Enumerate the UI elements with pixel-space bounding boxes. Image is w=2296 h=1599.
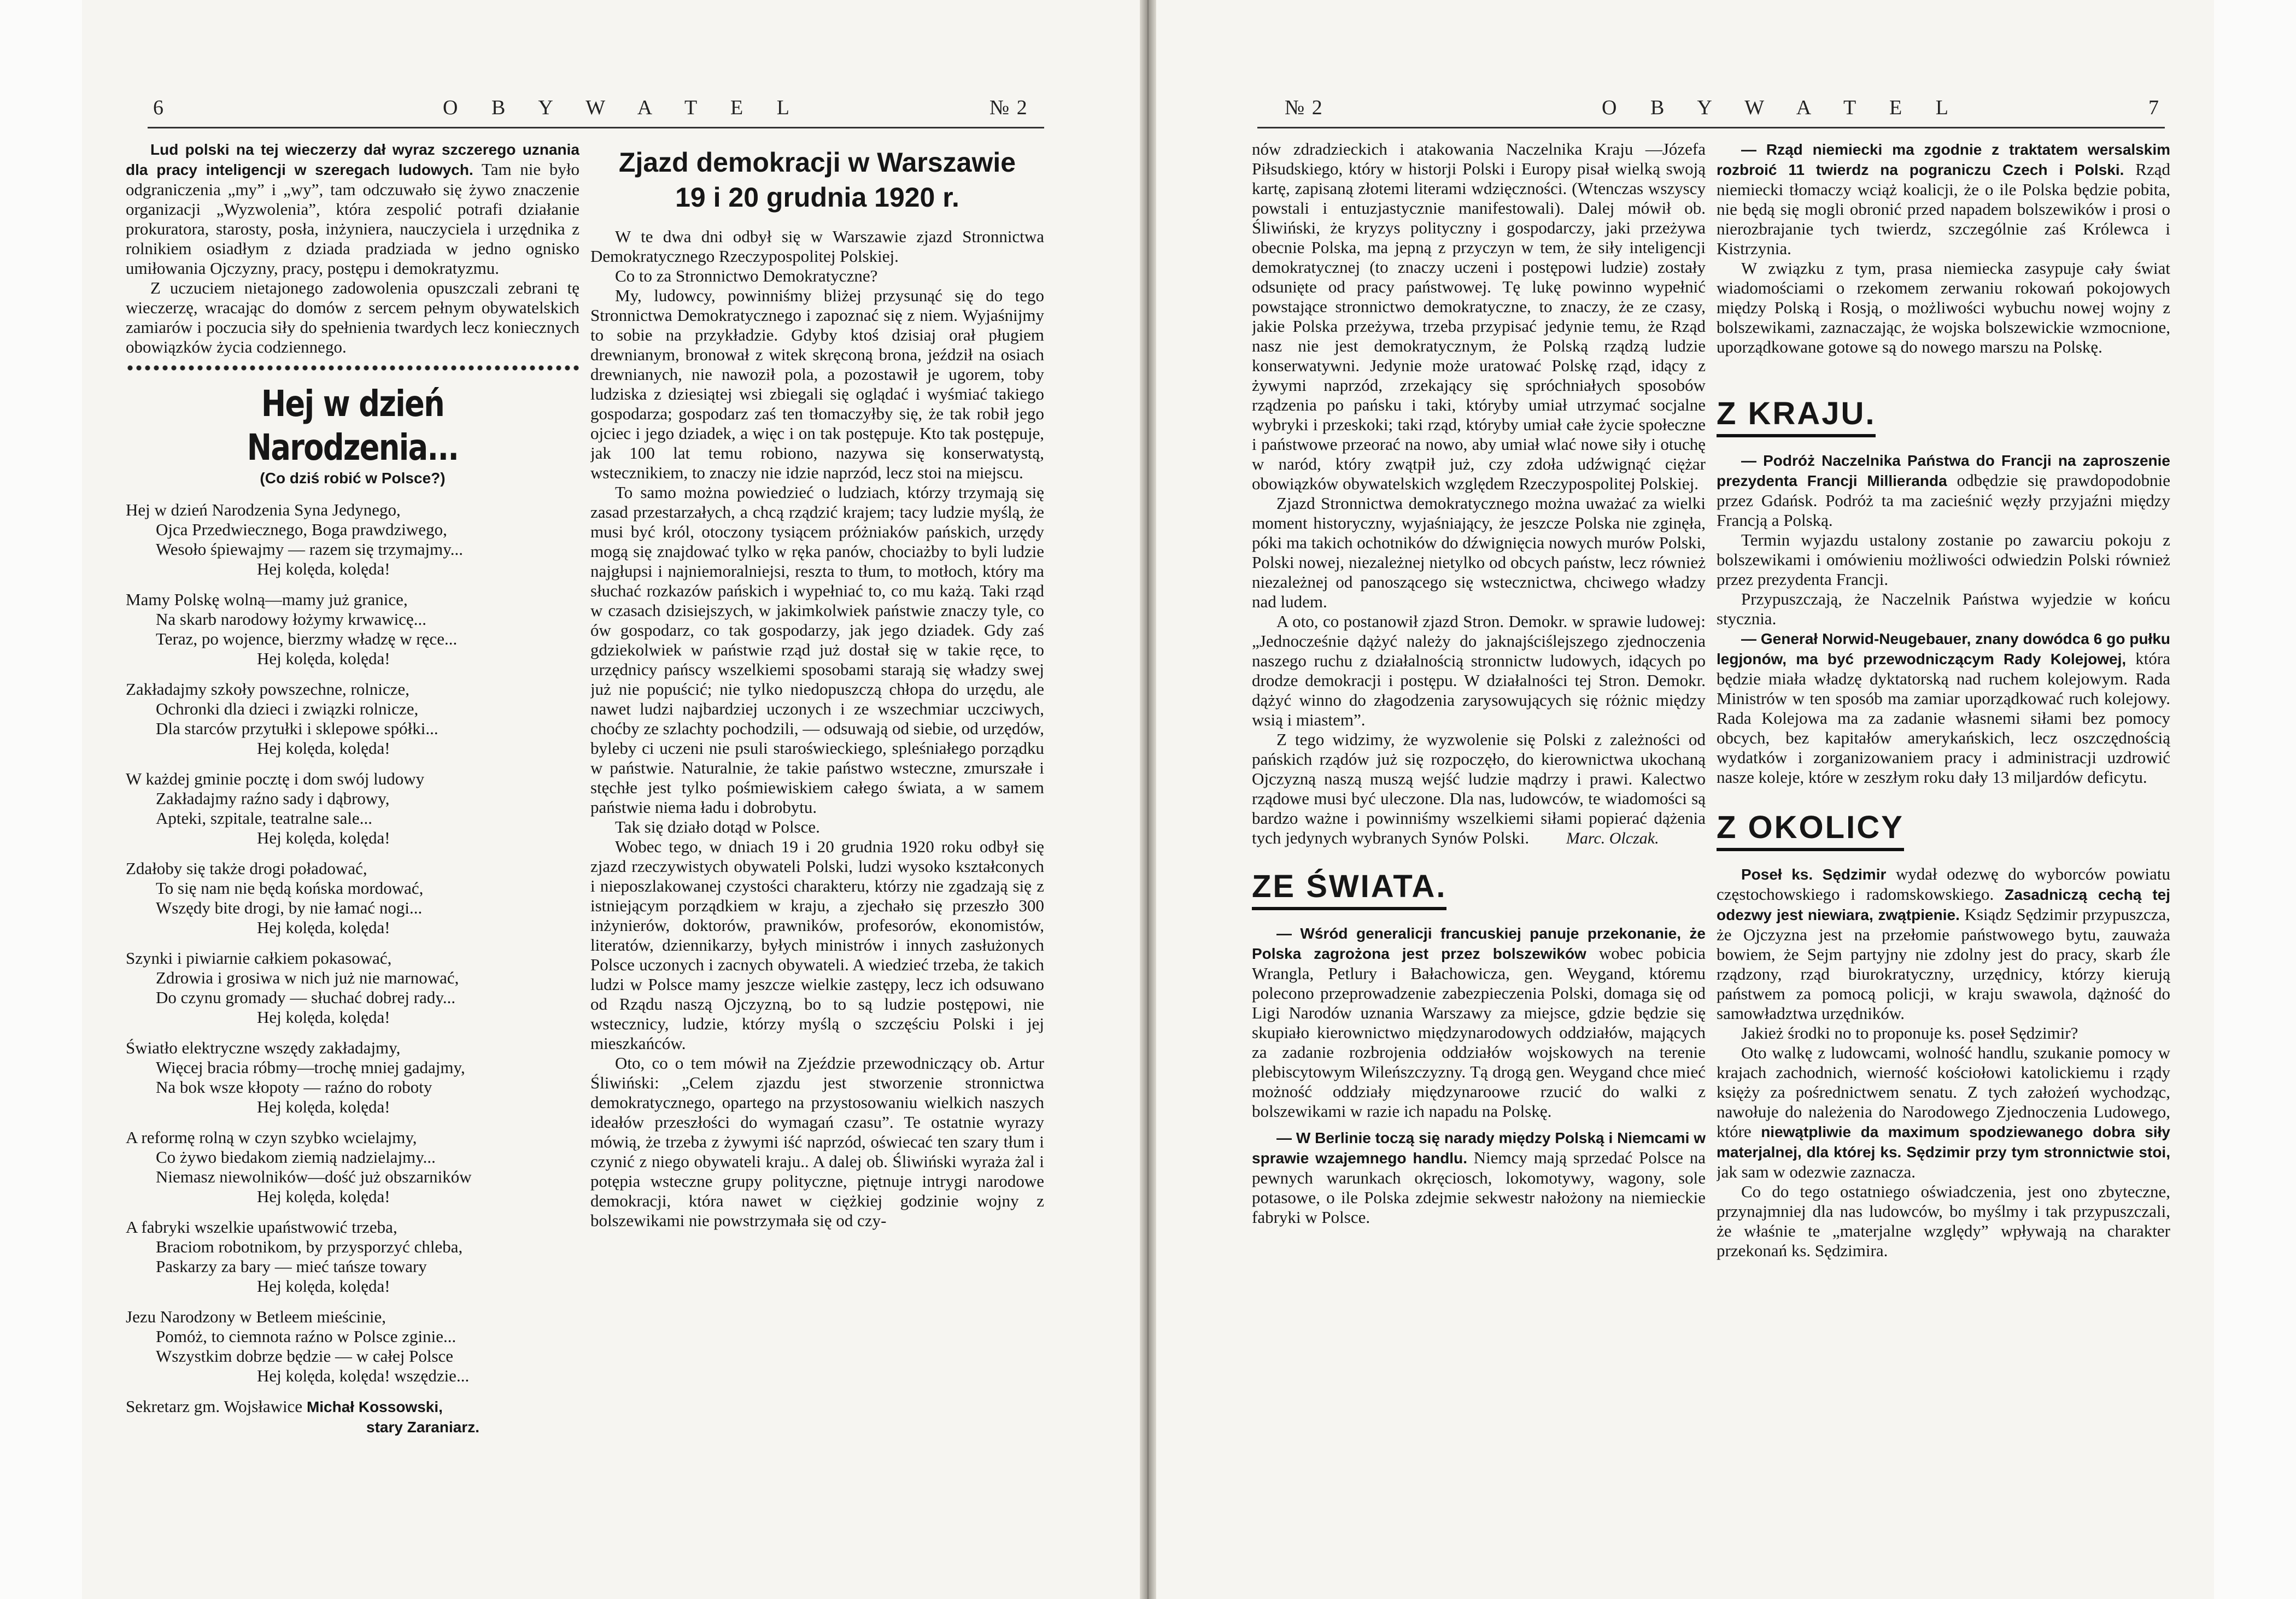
poem-line: Zakładajmy raźno sady i dąbrowy, [156,789,390,808]
area-item-3 [1717,1043,2170,1182]
congress-paragraph: Co to za Stronnictwo Demokratyczne? [615,266,878,285]
poem-refrain: Hej kolęda, kolęda! [257,649,390,668]
area-item-1 [1717,864,2170,1023]
article-supper-p1 [126,139,579,278]
poem-line: Więcej bracia róbmy—trochę mniej gadajmy, [156,1058,465,1077]
poem-stanza [126,1307,579,1386]
poem-stanza [126,769,579,848]
poem-stanza [126,500,579,579]
world-item-2-text: Niemcy mają sprzedać Polsce na pewnych warunkach okręciosch, lokomotywy, wagony, sole potasowe, o ile Polska zdejmie sekwestr nałożony na niemieckie fabryki w Polsce. [1252,1148,1706,1227]
area-item-2: Jakież środki no to proponuje ks. poseł Sędzimir? [1741,1023,2078,1042]
right-column-1 [1252,139,1706,1517]
left-header-rule [148,127,1044,128]
country-item-4-text: która będzie miała władzę dyktatorską nad ruchem kolejowym. Rada Ministrów w ten sposób ma zamiar uporządkować ruch kolejowy. Rada Kolejowa ma za zadanie własnemi siłami bez pomocy obcych, bez kapitałów amerykańskich, lecz oszczędnością wydatków i zorganizowaniem pracy i administracji uzdrowić nasze koleje, które w zeszłym roku dały 13 miljardów deficytu. [1717,649,2170,787]
poem-line: Światło elektryczne wszędy zakładajmy, [126,1038,401,1057]
poem-refrain: Hej kolęda, kolęda! [257,559,390,578]
congress-author: Marc. Olczak. [1566,829,1659,847]
right-header-rule [1257,127,2165,128]
left-issue-number: № 2 [989,96,1028,119]
left-column-1 [126,139,579,1517]
poem-stanza [126,859,579,938]
news-item-1 [1717,139,2170,259]
poem-stanza [126,1038,579,1117]
area-item-1-emphasis: Zasadniczą cechą tej odezwy jest niewiara, zwątpienie. [1717,886,2170,923]
congress-paragraph: Tak się działo dotąd w Polsce. [615,817,820,836]
area-item-4: Co do tego ostatniego oświadczenia, jest ono zbyteczne, przynajmniej dla nas ludowców, bo myślmy i tak przypuszczali, że właśnie te „materjalne względy” wpływają na charakter przekonań ks. Sędzimira. [1717,1182,2170,1260]
poem-stanza [126,1217,579,1296]
congress-article-body [590,227,1044,1231]
section-country-heading: Z KRAJU. [1717,395,1876,437]
poem-stanza [126,1128,579,1206]
poem-refrain: Hej kolęda, kolęda! [257,739,390,758]
congress-headline-line-2: 19 i 20 grudnia 1920 r. [675,182,959,213]
poem-line: Na skarb narodowy łożymy krwawicę... [156,610,426,629]
poem-line: Niemasz niewolników—dość już obszarników [156,1167,472,1186]
poem-line: Hej w dzień Narodzenia Syna Jedynego, [126,500,401,519]
news-item-1-lead: — Rząd niemiecki ma zgodnie z traktatem wersalskim rozbroić 11 twierdz na pograniczu Czech i Polski. [1717,141,2170,178]
poem-stanza [126,590,579,669]
poem-signature [126,1397,579,1417]
country-item-1-lead: — Podróż Naczelnika Państwa do Francji na zaproszenie prezydenta Francji Millieranda [1717,452,2170,489]
section-world-heading: ZE ŚWIATA. [1252,868,1446,910]
poem-refrain: Hej kolęda, kolęda! wszędzie... [257,1366,470,1385]
poem-line: Ojca Przedwiecznego, Boga prawdziwego, [156,520,447,539]
area-item-3-emphasis: niewątpliwie da maximum spodziewanego dobra siły materjalnej, dla której ks. Sędzimir przy tym stronnictwie stoi, [1717,1123,2170,1161]
right-page-masthead: O B Y W A T E L [1602,96,1963,119]
area-item-3-tail: jak sam w odezwie zaznacza. [1717,1162,1916,1181]
section-world-wrap [1252,868,1706,910]
poem-line: To się nam nie będą końska mordować, [156,878,424,898]
poem-stanza [126,948,579,1027]
country-item-2: Termin wyjazdu ustalony zostanie po zawarciu pokoju z bolszewikami i omówieniu możliwości odwiedzin Polski również przez prezydenta Francji. [1717,530,2170,589]
country-item-4-lead: — Generał Norwid-Neugebauer, znany dowódca 6 go pułku legjonów, ma być przewodniczącym Rady Kolejowej, [1717,630,2170,667]
wavy-divider [126,364,579,372]
poem-line: W każdej gminie pocztę i dom swój ludowy [126,769,425,788]
congress-paragraph: Wobec tego, w dniach 19 i 20 grudnia 1920 roku odbył się zjazd rzeczywistych obywateli Polski, ludzi wysoko kształconych i nieposzlakowanej czystości charakteru, którzy nie zgadzają się z istniejącym porządkiem w kraju, a zjechało się przeszło 300 inżynierów, doktorów, prawników, profesorów, ekonomistów, literatów, dziennikarzy, byłych ministrów i innych zasłużonych Polsce uczonych i zacnych obywateli. A wiedzieć trzeba, że takich ludzi w Polsce mamy jeszcze wielkie zastępy, lecz ich odsuwano od Rządu naszą Ojczyzną, bo to są ludzie postępowi, nie wstecznicy, ludzie, którzy myślą o szczęściu Polski i jej mieszkańców. [590,837,1044,1053]
congress-p4-text: Z tego widzimy, że wyzwolenie się Polski z zależności od pańskich rządów już się rozpoczęło, do kierownictwa ukochaną Ojczyzną naszą muszą wejść ludzie mądrzy i prawi. Kalectwo rządowe musi być uleczone. Dla nas, ludowców, te wiadomości są bardzo ważne i powinniśmy wszelkiemi siłami popierać dążenia tych jedynych wybranych Synów Polski. [1252,730,1706,847]
poem-line: Dla starców przytułki i sklepowe spółki... [156,719,438,738]
poem-line: Zdrowia i grosiwa w nich już nie marnować, [156,968,459,987]
section-area-wrap [1717,809,2170,851]
congress-paragraph: W te dwa dni odbył się w Warszawie zjazd Stronnictwa Demokratycznego Rzeczypospolitej Polskiej. [590,227,1044,266]
poem-refrain: Hej kolęda, kolęda! [257,918,390,937]
right-page-header [1252,96,2170,126]
world-item-1 [1252,923,1706,1121]
signature-role: stary Zaraniarz. [366,1419,479,1436]
signature-prefix: Sekretarz gm. Wojsławice [126,1397,303,1416]
poem-line: Ochronki dla dzieci i związki rolnicze, [156,699,419,718]
article-supper-p2: Z uczuciem nietajonego zadowolenia opuszczali zebrani tę wieczerzę, wracając do domów z sercem pełnym obywatelskich zamiarów i poczucia siły do spełnienia twardych lecz koniecznych obowiązków życia codziennego. [126,278,579,356]
poem-refrain: Hej kolęda, kolęda! [257,828,390,847]
section-country-wrap [1717,395,2170,437]
poem-refrain: Hej kolęda, kolęda! [257,1276,390,1296]
congress-paragraph: My, ludowcy, powinniśmy bliżej przysunąć się do tego Stronnictwa Demokratycznego i zapoznać się z niem. Wyjaśnijmy to sobie na przykładzie. Gdyby ktoś dzisiaj orał pługiem drewnianym, bronował z witek skręconą brona, jeździł na osiach drewnianych, nie nawoził pola, a pozostawił je ugorem, toby ludziska z dziesiątej wsi zbiegali się oglądać i wyśmiać takiego gospodarza; gospodarz zaś ten tłomaczyłby się, że tak robił jego ojciec i jego dziadek, a więc i on tak postępuje. Kto tak postępuje, jak 100 lat temu robiono, nazywa się konserwatystą, wstecznikiem, to znaczy nie idzie naprzód, lecz stoi na miejscu. [590,286,1044,482]
news-item-1-text: Rząd niemiecki tłomaczy wciąż koalicji, że o ile Polska będzie pobita, nie będą się mogli obronić przed napadem bolszewików i prosi o nierozbrajanie tych twierdz, szczególnie zaś Królewca i Kistrzynia. [1717,160,2170,258]
poem-line: Teraz, po wojence, bierzmy władzę w ręce... [156,629,458,648]
country-item-3: Przypuszczają, że Naczelnik Państwa wyjedzie w końcu stycznia. [1717,589,2170,628]
poem-line: Szynki i piwiarnie całkiem pokasować, [126,948,392,968]
world-item-2-lead: — W Berlinie toczą się narady między Polską i Niemcami w sprawie wzajemnego handlu. [1252,1129,1706,1167]
poem-signature-role [126,1417,579,1437]
world-item-1-text: wobec pobicia Wrangla, Petlury i Bałachowicza, gen. Weygand, któremu polecono przeprowadzenie zabezpieczenia Polski, domaga się od Ligi Narodów uznania Warszawy za miejsce, gdzie będzie się skupiało kierownictwo międzynarodowych oddziałów, mających za zadanie rozbrojenia oddziałów wojskowych na terenie plebiscytowym Wileńszczyzny. Tą drogą gen. Weygand chce mieć możność oddziały międzynaroowe rzucić do walki z bolszewikami w razie ich napadu na Polskę. [1252,944,1706,1121]
poem-title: Hej w dzień Narodzenia... [247,383,459,468]
poem-line: Braciom robotnikom, by przysporzyć chleba, [156,1237,463,1256]
poem-line: Na bok wsze kłopoty — raźno do roboty [156,1077,432,1097]
congress-p3: A oto, co postanowił zjazd Stron. Demokr. w sprawie ludowej: „Jednocześnie dążyć należy do jaknajściślejszego zjednoczenia naszego ruchu z działalnością stronnictw ludowych, idących po drodze demokracji i postępu. W działalności tej Stron. Demokr. dążyć winno do złagodzenia zarysowujących się różnic między wsią i miastem”. [1252,612,1706,729]
area-item-1-lead: Poseł ks. Sędzimir [1741,866,1887,883]
congress-p4 [1252,730,1706,848]
right-page-number: 7 [2148,96,2161,119]
left-page-masthead: O B Y W A T E L [443,96,804,119]
poem-line: A reformę rolną w czyn szybko wcielajmy, [126,1128,417,1147]
poem-refrain: Hej kolęda, kolęda! [257,1008,390,1027]
right-column-2 [1717,139,2170,1517]
area-item-1-text-2: Ksiądz Sędzimir przypuszcza, że Ojczyzna jest na przełomie państwowego bytu, zauważa bowiem, że Sejm partyjny nie zdolny jest do pracy, skarb źle rządzony, rząd biurokratyczny, urzędnicy, którzy kierują państwem za pomocą policji, w kraju swawola, dążność do samowładztwa urzędników. [1717,905,2170,1023]
poem-line: Apteki, szpitale, teatralne sale... [156,809,372,828]
poem-line: Mamy Polskę wolną—mamy już granice, [126,590,408,609]
area-item-3-text: Oto walkę z ludowcami, wolność handlu, szukanie pomocy w krajach zachodnich, wierność kościołowi katolickiemu i rządy księży za pośrednictwem senatu. Z tych założeń wychodząc, nawołuje do należenia do Narodowego Zjednoczenia Ludowego, które [1717,1043,2170,1141]
country-item-1 [1717,450,2170,530]
signature-name: Michał Kossowski, [306,1398,443,1415]
poem-line: Wszystkim dobrze będzie — w całej Polsce [156,1346,454,1366]
congress-headline-line-1: Zjazd demokracji w Warszawie [618,147,1016,178]
left-page-header [126,96,1044,126]
poem-subtitle: (Co dziś robić w Polsce?) [260,470,446,487]
left-page-number: 6 [153,96,166,119]
poem-line: Paskarzy za bary — mieć tańsze towary [156,1257,427,1276]
poem-line: Wszędy bite drogi, by nie łamać nogi... [156,898,423,917]
poem-refrain: Hej kolęda, kolęda! [257,1097,390,1116]
section-area-heading: Z OKOLICY [1717,809,1904,851]
left-column-2 [590,139,1044,1517]
poem-line: Zdałoby się także drogi poładować, [126,859,367,878]
poem-line: Pomóż, to ciemnota raźno w Polsce zginie... [156,1327,456,1346]
poem-body [126,500,579,1386]
country-item-4 [1717,629,2170,787]
article-supper-lead: Lud polski na tej wieczerzy dał wyraz szczerego uznania dla pracy inteligencji w szeregach ludowych. [126,141,579,178]
right-issue-number: № 2 [1285,96,1323,119]
country-item-1-text: odbędzie się prawdopodobnie przez Gdańsk. Podróż ta ma zacieśnić węzły przyjaźni między Francją a Polską. [1717,471,2170,530]
congress-continued: nów zdradzieckich i atakowania Naczelnika Kraju —Józefa Piłsudskiego, który w historji Polski i Europy pisał wielką swoją kartę, zapisaną złotemi literami wdzięczności. (Wtenczas wszyscy powstali i entuzjastycznie manifestowali). Dalej mówił ob. Śliwiński, że kryzys polityczny i gospodarczy, jaki przeżywa obecnie Polska, ma jepną z przyczyn w tem, że siły inteligencji demokratycznej (to znaczy uczeni i postępowi ludzie) zostały odsunięte od pracy państwowej. Tę lukę powinno wypełnić powstające stronnictwo demokratyczne, to znaczy, że ze czasy, jakie Polska przeżywa, trzeba przypisać jedynie temu, że Rząd nasz nie jest demokratycznym, że Polską rządzą ludzie konserwatywni. Jedynie może uratować Polskę rząd, idący z żywymi naprzód, zrzekający się spróchniałych sposobów rządzenia po pańsku i taki, któryby umiał utrzymać socjalne wybryki i przeskoki; taki rząd, któryby umiał całe życie społeczne i państwowe przeorać na nowo, aby umiał wlać nowe siły i otuchę w naród, który zwątpił już, czy zdoła udźwignąć ciężar obowiązków obywatelskich względem Rzeczypospolitej Polskiej. [1252,139,1706,493]
article-supper-text: Tam nie było odgraniczenia „my” i „wy”, tam odczuwało się żywo znaczenie organizacji „Wyzwolenia”, która zespolić potrafi działanie prokuratora, starosty, posła, inżyniera, nauczyciela i urzędnika z rolnikiem osiadłym z dziada pradziada w jedno ognisko umiłowania Ojczyzny, pracy, postępu i demokratyzmu. [126,160,579,278]
poem-refrain: Hej kolęda, kolęda! [257,1187,390,1206]
congress-p2: Zjazd Stronnictwa demokratycznego można uważać za wielki moment historyczny, wyjaśniający, że jeszcze Polska nie zginęła, póki ma takich ochotników do dźwignięcia nowych murów Polski, Polski nowej, niezależnej nietylko od obcych państw, lecz również niezależnej od panoszącego się wstecznictwa, chciwego władzy nad ludem. [1252,494,1706,611]
world-item-2 [1252,1128,1706,1227]
page-spine [1140,0,1156,1599]
news-item-2: W związku z tym, prasa niemiecka zasypuje cały świat wiadomościami o rzekomem zerwaniu rokowań pokojowych między Polską i Rosją, o możliwości wybuchu nowej wojny z bolszewikami, zaznaczając, że wojska bolszewickie wzmocnione, uporządkowane gotowe są do nowego marszu na Polskę. [1717,259,2170,356]
poem-line: Do czynu gromady — słuchać dobrej rady... [156,988,456,1007]
area-item-1-text: wydał odezwę do wyborców powiatu częstochowskiego i radomskowskiego. [1717,864,2170,904]
poem-line: Wesoło śpiewajmy — razem się trzymajmy... [156,540,463,559]
poem-stanza [126,680,579,758]
poem-line: Zakładajmy szkoły powszechne, rolnicze, [126,680,410,699]
poem-line: A fabryki wszelkie upaństwowić trzeba, [126,1217,397,1237]
poem-line: Co żywo biedakom ziemią nadzielajmy... [156,1147,436,1167]
poem-line: Jezu Narodzony w Betleem mieścinie, [126,1307,386,1326]
congress-paragraph: To samo można powiedzieć o ludziach, którzy trzymają się zasad przestarzałych, a chcą rządzić krajem; tacy ludzie myślą, że musi być król, otoczony tysiącem próżniaków pańskich, urzędy mogą się znajdować tylko w ręka panów, chociażby to byli ludzie najgłupsi i najniemoralniejsi, reszta to tłum, to motłoch, który ma słuchać rozkazów pańskich i wypełniać to, co mu każą. Taki rząd w czasach dzisiejszych, w jakimkolwiek państwie znaczy tyle, co ów gospodarz, co tak gospodarzy, jak jego dziadek. Gdy zaś gdziekolwiek w państwie rząd już dostał się w takie ręce, to urzędnicy pańscy wszelkiemi sposobami starają się władzy swej już nie popuścić; nie tylko niedopuszczą chłopa do urzędu, ale nawet ludzi najbardziej uczonych i ze wszechmiar uczciwych, choćby ze szlachty pochodzili, — odsuwają od siebie, od urzędów, byleby ci uczeni nie psuli staroświeckiego, spleśniałego porządku w państwie. Naturalnie, że takie państwo wsteczne, zmurszałe i stęchłe jest tylko pośmiewiskiem całego świata, a w samem państwie niema ładu i dobrobytu. [590,483,1044,817]
world-item-1-lead: — Wśród generalicji francuskiej panuje przekonanie, że Polska zagrożona jest przez bolszewików [1252,925,1706,962]
congress-paragraph: Oto, co o tem mówił na Zjeździe przewodniczący ob. Artur Śliwiński: „Celem zjazdu jest stworzenie stronnictwa demokratycznego, opartego na przystosowaniu wielkich naszych ideałów przeszłości do wymagań czasu”. Te ostatnie wyrazy mówią, że trzeba z żywymi iść naprzód, oświecać ten szary tłum i czynić z niego obywateli kraju.. A dalej ob. Śliwiński wyraża żal i potępia wsteczne grupy polityczne, piętnuje intrygi narodowe demokracji, która nawet w ciężkiej godzinie wojny z bolszewikami nie powstrzymała się od czy- [590,1053,1044,1230]
